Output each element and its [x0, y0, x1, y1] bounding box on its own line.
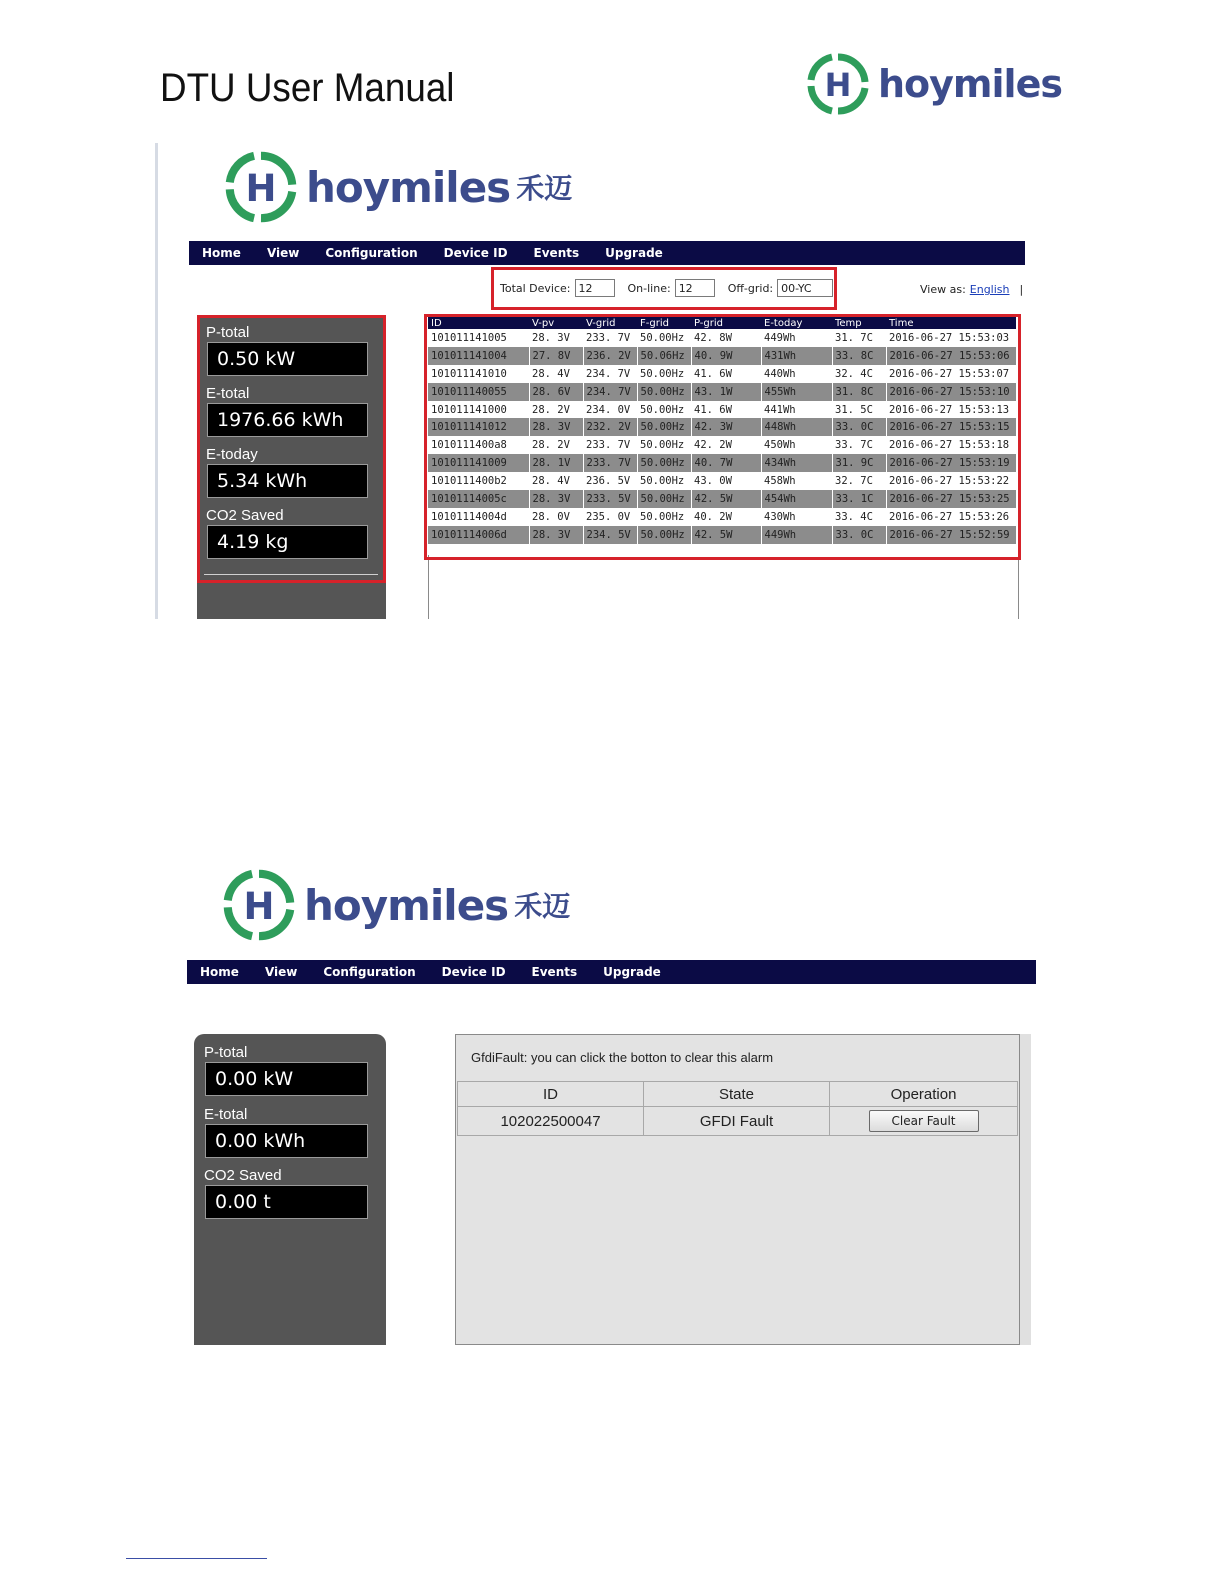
fault-row	[458, 1107, 1018, 1136]
table-row	[428, 436, 1016, 454]
offgrid-label: Off-grid:	[727, 281, 774, 295]
cell-e-today: 430Wh	[764, 510, 796, 523]
fault-header-row	[458, 1082, 1018, 1107]
stat-value-e-total: 0.00 kWh	[205, 1124, 368, 1158]
col-header-time: Time	[886, 317, 1016, 329]
cell-temp: 33. 8C	[832, 347, 886, 365]
stat-value-co2: 4.19 kg	[207, 525, 368, 559]
cell-v-pv: 28. 3V	[529, 418, 583, 436]
cell-v-grid: 234. 5V	[583, 526, 637, 544]
cell-time: 2016-06-27 15:52:59	[886, 526, 1016, 544]
language-link[interactable]: English	[969, 283, 1010, 296]
cell-p-grid: 41. 6W	[694, 367, 732, 380]
fault-state: GFDI Fault	[644, 1107, 830, 1136]
fault-message: GfdiFault: you can click the botton to clear this alarm	[471, 1050, 774, 1065]
stat-value-p-total: 0.50 kW	[207, 342, 368, 376]
view-as-separator: |	[1019, 283, 1024, 296]
cell-id: 101011141005	[431, 331, 507, 344]
stat-label-p-total: P-total	[204, 1044, 248, 1061]
stats-divider	[204, 574, 378, 575]
cell-id: 101011141000	[431, 403, 507, 416]
cell-e-today: 450Wh	[764, 439, 796, 452]
fault-operation-cell	[830, 1107, 1018, 1136]
cell-temp: 31. 7C	[835, 331, 873, 344]
cell-e-today: 458Wh	[764, 475, 796, 488]
cell-time: 2016-06-27 15:53:18	[889, 439, 1010, 452]
cell-f-grid: 50.06Hz	[637, 347, 691, 365]
svg-text:H: H	[824, 66, 852, 104]
cell-f-grid: 50.00Hz	[637, 490, 691, 508]
cell-v-pv: 28. 0V	[532, 510, 570, 523]
fault-col-id: ID	[458, 1082, 644, 1107]
cell-f-grid: 50.00Hz	[637, 418, 691, 436]
cell-v-grid: 233. 7V	[586, 439, 631, 452]
cell-f-grid: 50.00Hz	[637, 454, 691, 472]
fault-panel-scrollbar[interactable]	[1020, 1034, 1031, 1345]
cell-id: 1010111400b2	[431, 475, 507, 488]
cell-time: 2016-06-27 15:53:26	[889, 510, 1010, 523]
cell-f-grid: 50.00Hz	[640, 439, 685, 452]
cell-f-grid: 50.00Hz	[637, 383, 691, 401]
table-row	[428, 526, 1016, 544]
nav-bar-2	[187, 960, 1036, 984]
cell-p-grid: 42. 8W	[694, 331, 732, 344]
cell-time: 2016-06-27 15:53:13	[889, 403, 1010, 416]
cell-f-grid: 50.00Hz	[640, 403, 685, 416]
cell-temp: 31. 5C	[835, 403, 873, 416]
nav-configuration[interactable]: Configuration	[325, 246, 418, 260]
brand-chinese-name: 禾迈	[514, 890, 571, 923]
cell-v-grid: 234. 7V	[586, 367, 631, 380]
cell-id: 101011140055	[428, 383, 529, 401]
cell-p-grid: 40. 7W	[691, 454, 761, 472]
nav-bar	[189, 241, 1025, 265]
cell-p-grid: 40. 2W	[694, 510, 732, 523]
total-device-field[interactable]: 12	[575, 279, 615, 297]
table-row	[428, 454, 1016, 472]
cell-p-grid: 42. 5W	[691, 490, 761, 508]
cell-v-pv: 28. 3V	[529, 490, 583, 508]
stat-value-co2: 0.00 t	[205, 1185, 368, 1219]
cell-f-grid: 50.00Hz	[640, 367, 685, 380]
stat-value-e-total: 1976.66 kWh	[207, 403, 368, 437]
nav-configuration[interactable]: Configuration	[323, 965, 416, 979]
table-row	[428, 418, 1016, 436]
cell-temp: 33. 7C	[835, 439, 873, 452]
nav-device-id[interactable]: Device ID	[443, 246, 508, 260]
header-logo	[806, 52, 1062, 116]
cell-v-grid: 234. 7V	[583, 383, 637, 401]
margin-rule	[155, 143, 158, 619]
cell-temp: 31. 8C	[832, 383, 886, 401]
view-as-label: View as:	[920, 283, 966, 296]
stat-label-e-today: E-today	[206, 446, 258, 463]
brand-name: hoymiles	[306, 162, 511, 212]
cell-temp: 33. 0C	[832, 418, 886, 436]
table-row	[428, 508, 1016, 526]
table-row	[428, 383, 1016, 401]
cell-e-today: 440Wh	[764, 367, 796, 380]
svg-text:H: H	[243, 884, 275, 928]
cell-e-today: 448Wh	[761, 418, 832, 436]
hoymiles-logo-icon	[222, 868, 296, 942]
document-title: DTU User Manual	[160, 66, 455, 110]
cell-v-grid: 236. 5V	[586, 475, 631, 488]
cell-id: 10101114006d	[428, 526, 529, 544]
cell-e-today: 431Wh	[761, 347, 832, 365]
nav-view[interactable]: View	[266, 246, 300, 260]
cell-v-pv: 28. 2V	[532, 439, 570, 452]
stat-label-co2: CO2 Saved	[204, 1167, 282, 1184]
table-row	[428, 329, 1016, 347]
cell-f-grid: 50.00Hz	[637, 526, 691, 544]
fault-table	[457, 1081, 1018, 1136]
cell-v-grid: 233. 5V	[583, 490, 637, 508]
cell-time: 2016-06-27 15:53:10	[886, 383, 1016, 401]
screen2-logo	[222, 868, 570, 942]
cell-v-grid: 232. 2V	[583, 418, 637, 436]
stat-value-e-today: 5.34 kWh	[207, 464, 368, 498]
stat-label-e-total: E-total	[206, 385, 250, 402]
cell-e-today: 455Wh	[761, 383, 832, 401]
nav-home[interactable]: Home	[200, 965, 239, 979]
cell-p-grid: 43. 0W	[694, 475, 732, 488]
total-device-label: Total Device:	[500, 281, 571, 295]
brand-name: hoymiles	[878, 62, 1062, 106]
cell-p-grid: 43. 1W	[691, 383, 761, 401]
cell-v-pv: 28. 3V	[532, 331, 570, 344]
view-as	[920, 283, 1023, 296]
cell-f-grid: 50.00Hz	[640, 475, 685, 488]
cell-v-grid: 234. 0V	[586, 403, 631, 416]
cell-time: 2016-06-27 15:53:06	[886, 347, 1016, 365]
cell-p-grid: 42. 3W	[691, 418, 761, 436]
cell-id: 101011141009	[428, 454, 529, 472]
cell-p-grid: 42. 2W	[694, 439, 732, 452]
cell-p-grid: 42. 5W	[691, 526, 761, 544]
cell-temp: 33. 0C	[832, 526, 886, 544]
col-header-f-grid: F-grid	[637, 317, 691, 329]
screen1-logo	[224, 150, 572, 224]
cell-v-grid: 233. 7V	[586, 331, 631, 344]
cell-temp: 31. 9C	[832, 454, 886, 472]
cell-time: 2016-06-27 15:53:25	[886, 490, 1016, 508]
cell-v-pv: 28. 4V	[532, 475, 570, 488]
cell-time: 2016-06-27 15:53:03	[889, 331, 1010, 344]
table-frame-right	[1018, 555, 1019, 619]
online-label: On-line:	[627, 281, 671, 295]
cell-p-grid: 41. 6W	[694, 403, 732, 416]
col-header-v-grid: V-grid	[583, 317, 637, 329]
fault-table-wrap	[457, 1081, 1018, 1136]
cell-e-today: 449Wh	[764, 331, 796, 344]
cell-id: 101011141010	[431, 367, 507, 380]
cell-v-pv: 27. 8V	[529, 347, 583, 365]
cell-v-pv: 28. 1V	[529, 454, 583, 472]
hoymiles-logo-icon	[806, 52, 870, 116]
cell-id: 1010111400a8	[431, 439, 507, 452]
footer-rule	[126, 1558, 267, 1559]
cell-v-pv: 28. 4V	[532, 367, 570, 380]
nav-upgrade[interactable]: Upgrade	[605, 246, 663, 260]
table-frame-left	[428, 555, 429, 619]
cell-time: 2016-06-27 15:53:19	[886, 454, 1016, 472]
cell-v-grid: 233. 7V	[583, 454, 637, 472]
nav-device-id[interactable]: Device ID	[441, 965, 506, 979]
clear-fault-button[interactable]: Clear Fault	[869, 1110, 979, 1132]
cell-v-pv: 28. 3V	[529, 526, 583, 544]
cell-temp: 33. 1C	[832, 490, 886, 508]
cell-e-today: 454Wh	[761, 490, 832, 508]
device-summary	[500, 279, 833, 297]
cell-time: 2016-06-27 15:53:07	[889, 367, 1010, 380]
online-field[interactable]: 12	[675, 279, 715, 297]
nav-events[interactable]: Events	[531, 965, 578, 979]
cell-id: 101011141012	[428, 418, 529, 436]
cell-id: 10101114004d	[431, 510, 507, 523]
cell-id: 101011141004	[428, 347, 529, 365]
table-row	[428, 365, 1016, 383]
stat-label-e-total: E-total	[204, 1106, 248, 1123]
cell-temp: 32. 7C	[835, 475, 873, 488]
offgrid-field[interactable]: 00-YC	[777, 279, 833, 297]
col-header-p-grid: P-grid	[691, 317, 761, 329]
stat-label-co2: CO2 Saved	[206, 507, 284, 524]
stat-label-p-total: P-total	[206, 324, 250, 341]
fault-device-id: 102022500047	[458, 1107, 644, 1136]
cell-time: 2016-06-27 15:53:15	[886, 418, 1016, 436]
brand-name: hoymiles	[304, 880, 509, 930]
table-row	[428, 347, 1016, 365]
brand-chinese-name: 禾迈	[516, 172, 573, 205]
cell-temp: 33. 4C	[835, 510, 873, 523]
col-header-id: ID	[428, 317, 529, 329]
cell-p-grid: 40. 9W	[691, 347, 761, 365]
cell-f-grid: 50.00Hz	[640, 331, 685, 344]
cell-time: 2016-06-27 15:53:22	[889, 475, 1010, 488]
hoymiles-logo-icon	[224, 150, 298, 224]
device-table-wrap	[428, 317, 1016, 544]
cell-e-today: 449Wh	[761, 526, 832, 544]
table-header-row	[428, 317, 1016, 329]
cell-v-pv: 28. 2V	[532, 403, 570, 416]
col-header-e-today: E-today	[761, 317, 832, 329]
cell-temp: 32. 4C	[835, 367, 873, 380]
cell-v-grid: 235. 0V	[586, 510, 631, 523]
col-header-v-pv: V-pv	[529, 317, 583, 329]
nav-events[interactable]: Events	[533, 246, 580, 260]
table-row	[428, 472, 1016, 490]
cell-e-today: 441Wh	[764, 403, 796, 416]
stat-value-p-total: 0.00 kW	[205, 1062, 368, 1096]
table-row	[428, 401, 1016, 419]
nav-view[interactable]: View	[264, 965, 298, 979]
cell-v-grid: 236. 2V	[583, 347, 637, 365]
cell-v-pv: 28. 6V	[529, 383, 583, 401]
cell-f-grid: 50.00Hz	[640, 510, 685, 523]
col-header-temp: Temp	[832, 317, 886, 329]
fault-col-state: State	[644, 1082, 830, 1107]
cell-id: 10101114005c	[428, 490, 529, 508]
nav-upgrade[interactable]: Upgrade	[603, 965, 661, 979]
table-row	[428, 490, 1016, 508]
nav-home[interactable]: Home	[202, 246, 241, 260]
cell-e-today: 434Wh	[761, 454, 832, 472]
device-table	[428, 317, 1016, 544]
fault-col-operation: Operation	[830, 1082, 1018, 1107]
svg-text:H: H	[245, 166, 277, 210]
